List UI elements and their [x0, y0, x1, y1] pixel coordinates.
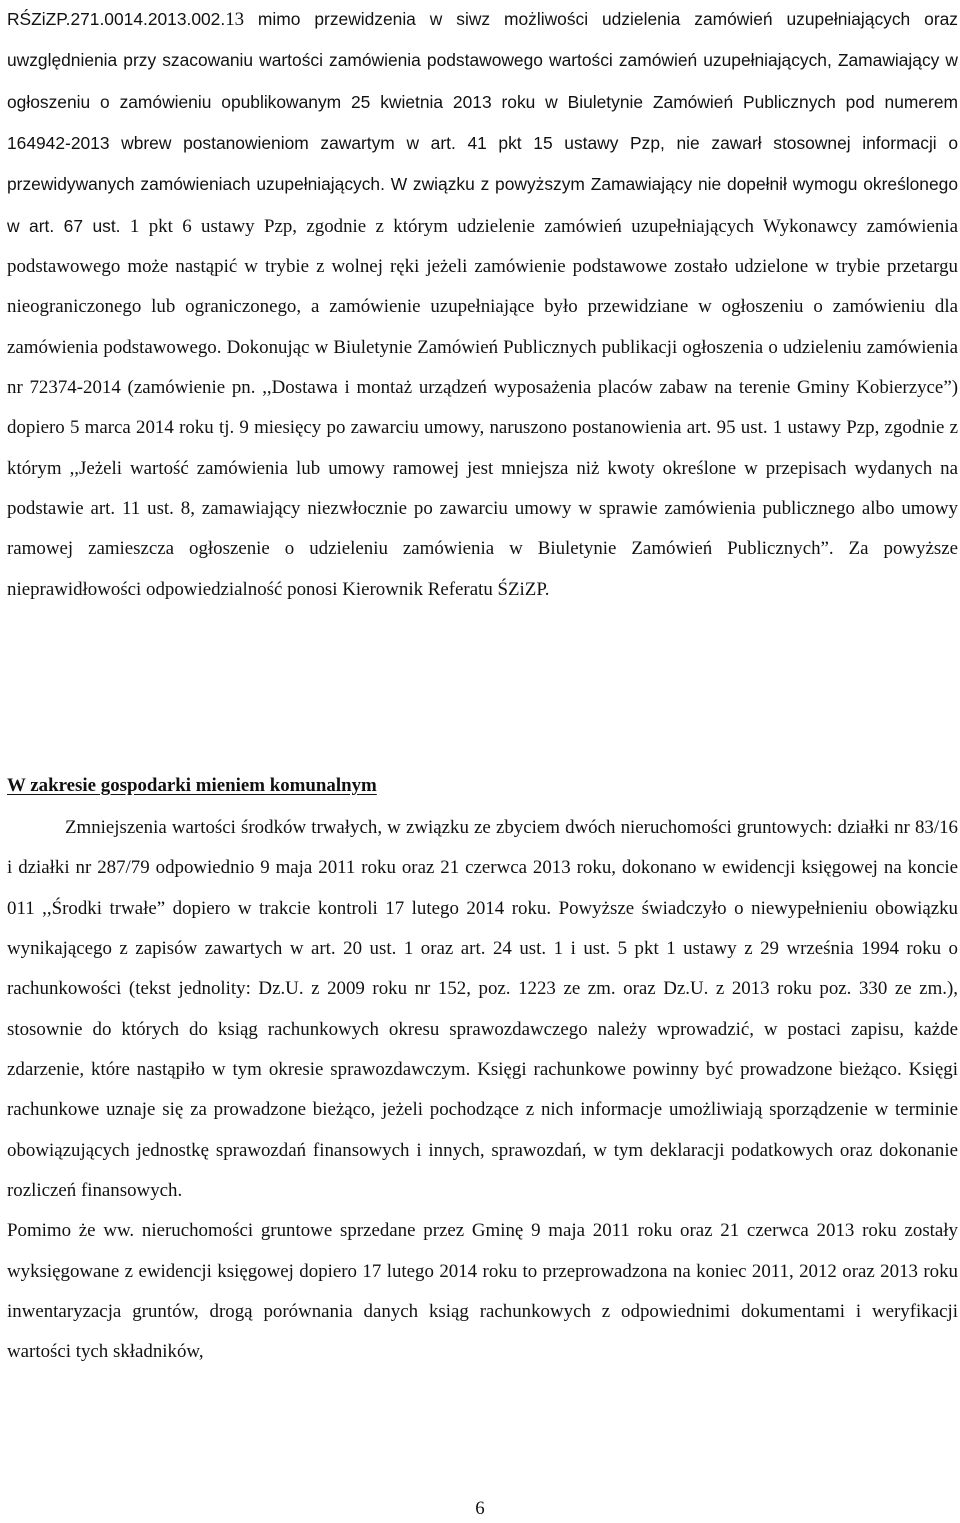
- body-paragraph-fixed-assets: [7, 808, 958, 1373]
- paragraph-text-segment: mimo przewidzenia w siwz możliwości udzielenia zamówień uzupełniających oraz uwzględnienia przy szacowaniu wartości zamówienia podstawowego wartości zamówień uzupełniających, Zamawiający w ogłoszeniu o zamówieniu opublikowanym 25 kwietnia 2013 roku w Biuletynie Zamówień Publicznych pod numerem 164942-2013 wbrew postanowieniom zawartym w art. 41 pkt 15 ustawy Pzp, nie zawarł stosownej informacji o przewidywanych zamówieniach uzupełniających. W związku z powyższym Zamawiający nie dopełnił wymogu określonego w art. 67 ust.: [7, 9, 958, 236]
- case-reference-number: RŚZiZP.271.0014.2013.002.: [7, 9, 226, 29]
- document-page: [7, 0, 958, 610]
- paragraph-text-segment: Pomimo że ww. nieruchomości gruntowe sprzedane przez Gminę 9 maja 2011 roku oraz 21 czerwca 2013 roku zostały wyksięgowane z ewidencji księgowej dopiero 17 lutego 2014 roku to przeprowadzona na koniec 2011, 2012 oraz 2013 roku inwentaryzacja gruntów, drogą porównania danych ksiąg rachunkowych z odpowiednimi dokumentami i weryfikacji wartości tych składników,: [7, 1220, 958, 1363]
- paragraph-text-segment: 1 pkt 6 ustawy Pzp, zgodnie z którym udzielenie zamówień uzupełniających Wykonawcy zamówienia podstawowego może nastąpić w trybie z wolnej ręki jeżeli zamówienie podstawowe zostało udzielone w trybie przetargu nieograniczonego lub ograniczonego, a zamówienie uzupełniające było przewidziane w ogłoszeniu o zamówieniu dla zamówienia podstawowego. Dokonując w Biuletynie Zamówień Publicznych publikacji ogłoszenia o udzieleniu zamówienia nr 72374-2014 (zamówienie pn. ,,Dostawa i montaż urządzeń wyposażenia placów zabaw na terenie Gminy Kobierzyce”) dopiero 5 marca 2014 roku tj. 9 miesięcy po zawarciu umowy, naruszono postanowienia art. 95 ust. 1 ustawy Pzp, zgodnie z którym ,,Jeżeli wartość zamówienia lub umowy ramowej jest mniejsza niż kwoty określone w przepisach wydanych na podstawie art. 11 ust. 8, zamawiający niezwłocznie po zawarciu umowy w sprawie zamówienia publicznego albo umowy ramowej zamieszcza ogłoszenie o udzieleniu zamówienia w Biuletynie Zamówień Publicznych”. Za powyższe nieprawidłowości odpowiedzialność ponosi Kierownik Referatu ŚZiZP.: [7, 215, 958, 600]
- body-paragraph-procurement: [7, 0, 958, 610]
- paragraph-text-segment: 13: [225, 9, 258, 30]
- page-number: 6: [475, 1498, 485, 1519]
- section-heading: W zakresie gospodarki mieniem komunalnym: [7, 775, 377, 796]
- paragraph-text-segment: Zmniejszenia wartości środków trwałych, w związku ze zbyciem dwóch nieruchomości gruntowych: działki nr 83/16 i działki nr 287/79 odpowiednio 9 maja 2011 roku oraz 21 czerwca 2013 roku, dokonano w ewidencji księgowej na koncie 011 ,,Środki trwałe” dopiero w trakcie kontroli 17 lutego 2014 roku. Powyższe świadczyło o niewypełnieniu obowiązku wynikającego z zapisów zawartych w art. 20 ust. 1 oraz art. 24 ust. 1 i ust. 5 pkt 1 ustawy z 29 września 1994 roku o rachunkowości (tekst jednolity: Dz.U. z 2009 roku nr 152, poz. 1223 ze zm. oraz Dz.U. z 2013 roku poz. 330 ze zm.), stosownie do których do ksiąg rachunkowych okresu sprawozdawczego należy wprowadzić, w postaci zapisu, każde zdarzenie, które nastąpiło w tym okresie sprawozdawczym. Księgi rachunkowe powinny być prowadzone bieżąco. Księgi rachunkowe uznaje się za prowadzone bieżąco, jeżeli pochodzące z nich informacje umożliwiają sporządzenie w terminie obowiązujących jednostkę sprawozdań finansowych i innych, sprawozdań, w tym deklaracji podatkowych oraz dokonanie rozliczeń finansowych.: [7, 817, 958, 1202]
